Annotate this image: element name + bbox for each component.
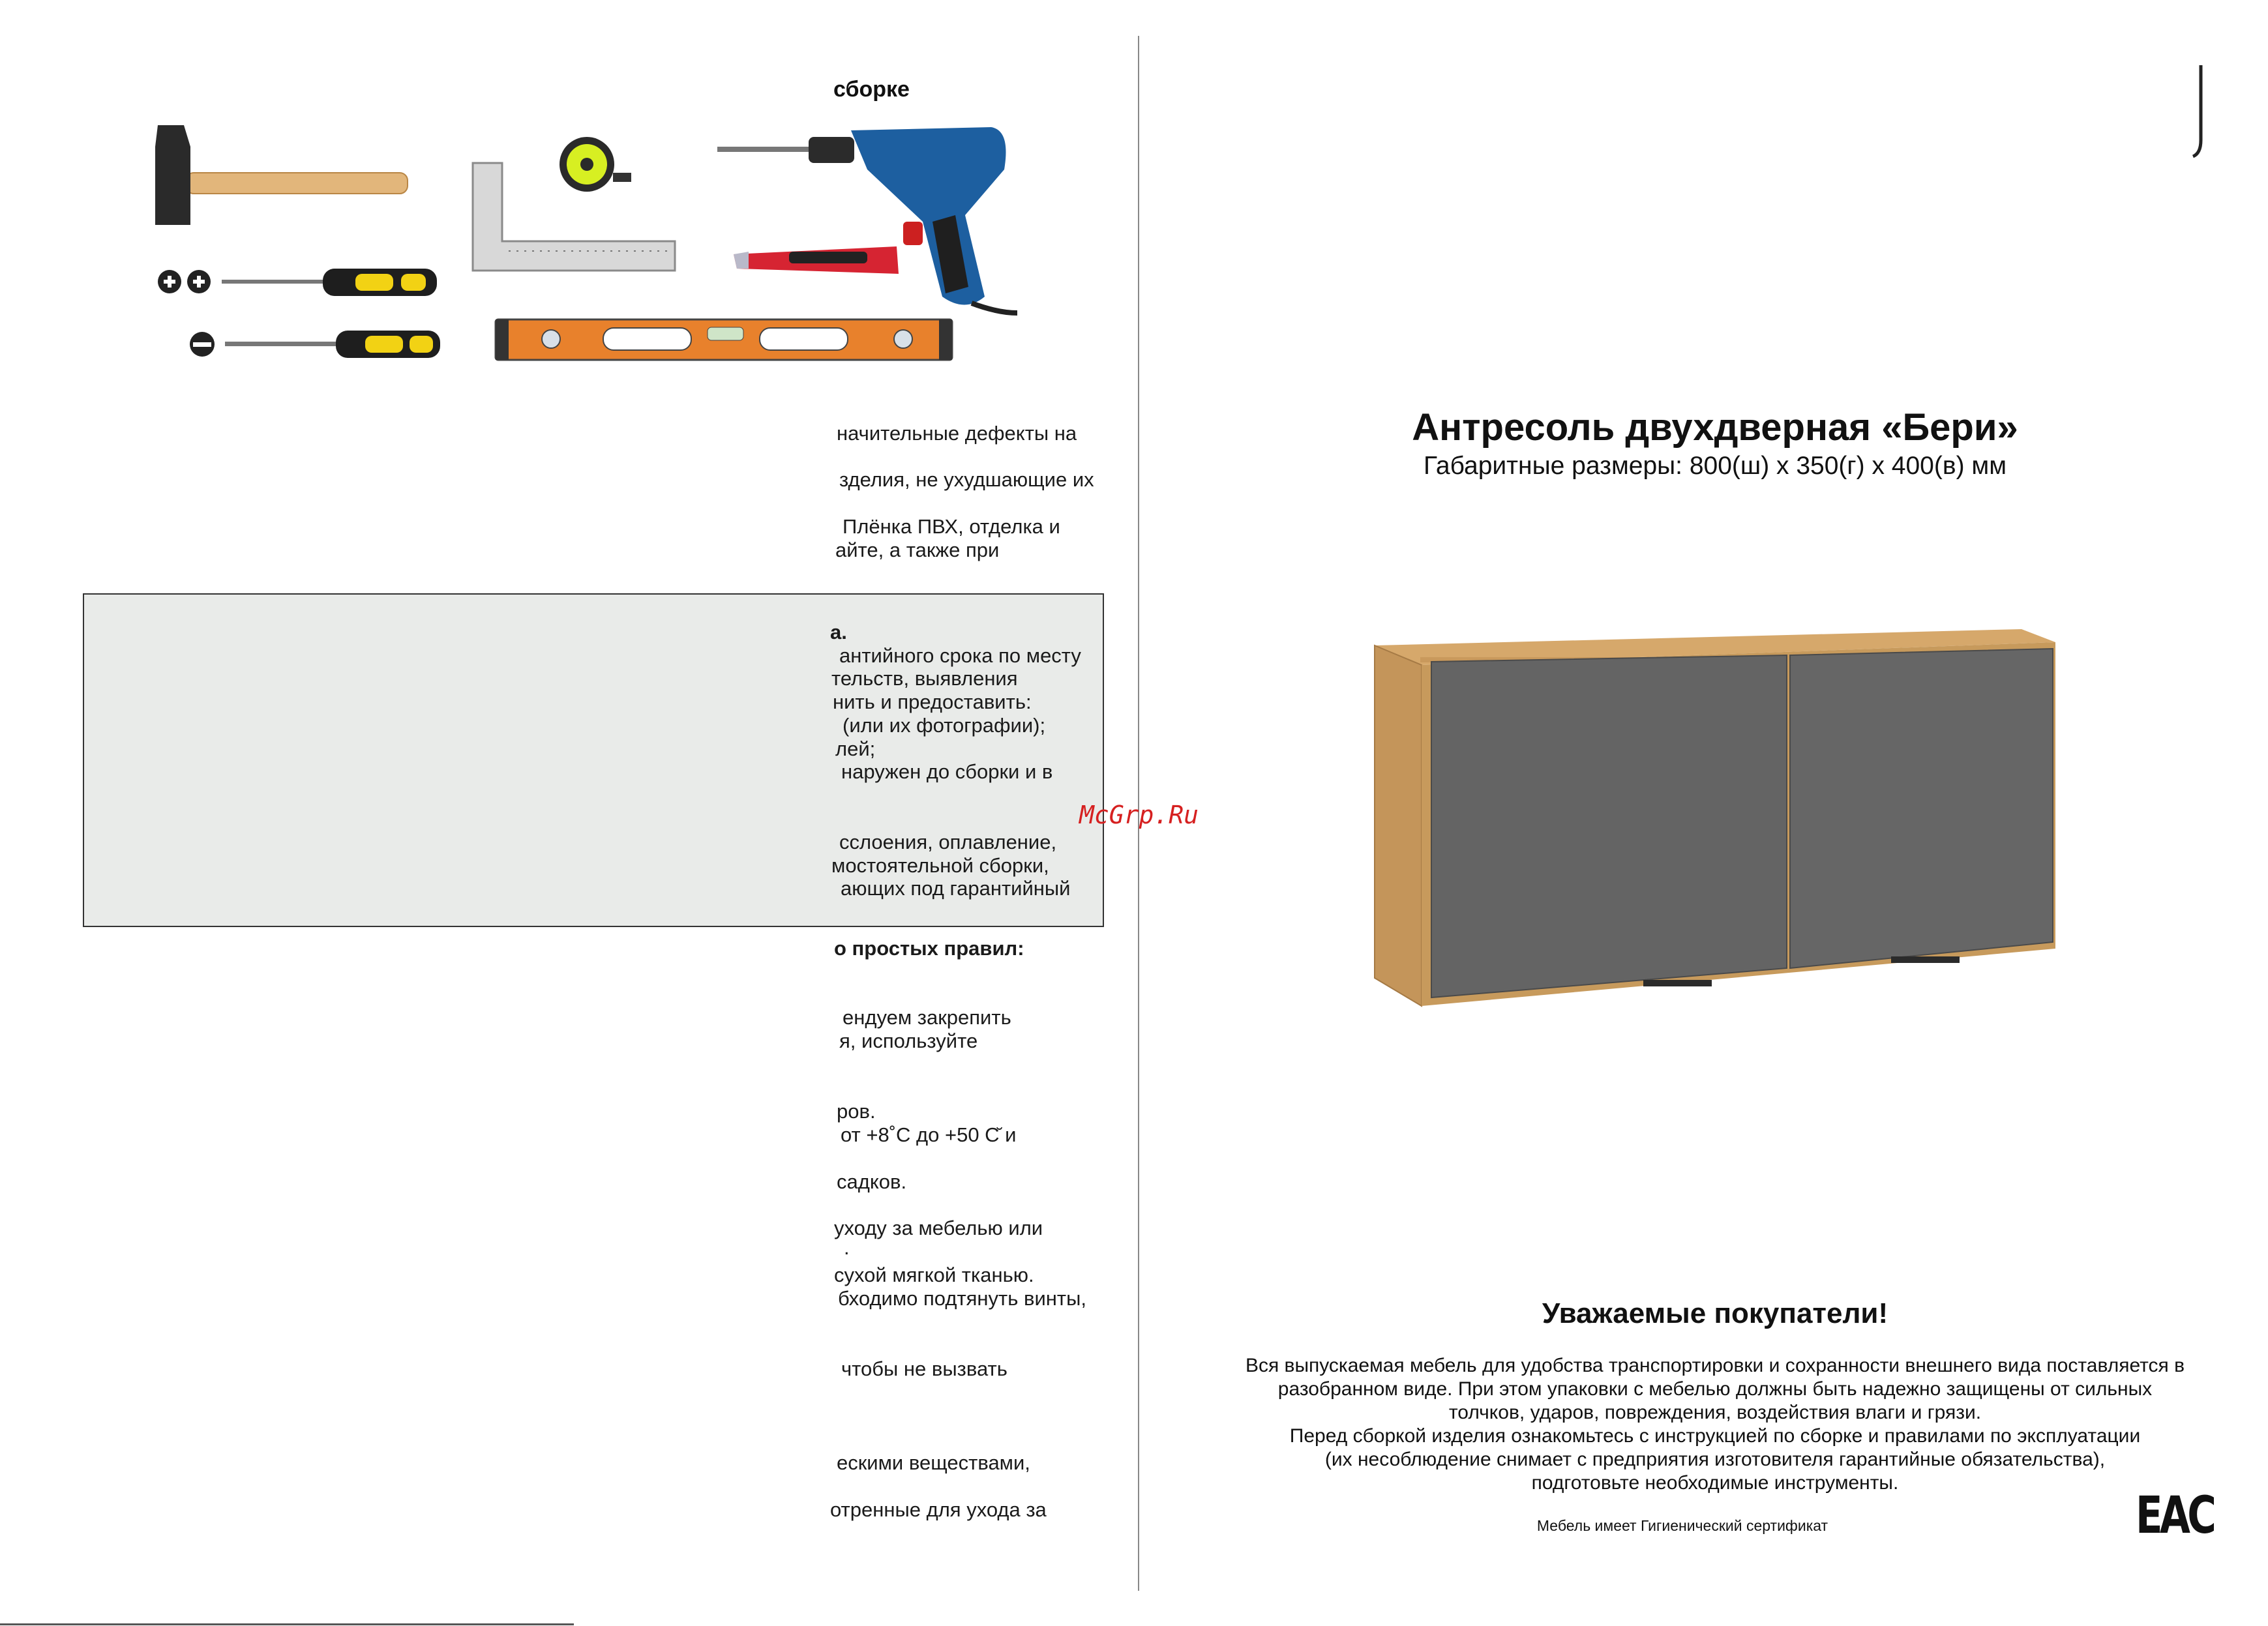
text-fragment: . [844,1236,850,1259]
flat-screwdriver-icon [190,331,440,358]
text-fragment: антийного срока по месту [839,644,1081,667]
text-fragment: сухой мягкой тканью. [834,1264,1034,1286]
text-fragment: ров. [837,1100,876,1123]
intro-line: Перед сборкой изделия ознакомьтесь с инструкцией по сборке и правилами по эксплуатации [1289,1425,2141,1447]
intro-line: (их несоблюдение снимает с предприятия изготовителя гарантийные обязательства), [1324,1449,2106,1470]
text-fragment-bold: о простых правил: [834,937,1024,960]
hammer-icon [155,125,408,225]
text-fragment: Плёнка ПВХ, отделка и [843,515,1060,538]
text-fragment: (или их фотографии); [843,714,1046,737]
text-fragment: садков. [837,1170,907,1193]
intro-line: подготовьте необходимые инструменты. [1531,1472,1899,1494]
text-fragment: нить и предоставить: [833,690,1032,713]
cabinet-illustration [1369,629,2061,1007]
bottom-rule-left [0,1623,574,1625]
text-fragment: бходимо подтянуть винты, [838,1287,1087,1310]
spirit-level-icon [496,319,952,360]
greeting-heading: Уважаемые покупатели! [1542,1297,1888,1329]
intro-line: разобранном виде. При этом упаковки с мебелью должны быть надежно защищены от сильных [1277,1378,2153,1400]
text-fragment: уходу за мебелью или [834,1217,1043,1239]
watermark: McGrp.Ru [1079,801,1199,829]
tools-heading: сборке [833,77,910,102]
text-fragment: от +8˚С до +50 С̆ и [841,1123,1017,1146]
eac-mark-icon: EAC [2136,1486,2214,1545]
text-fragment: чтобы не вызвать [841,1357,1007,1380]
product-title: Антресоль двухдверная «Бери» [1412,406,2018,449]
text-fragment: ендуем закрепить [843,1006,1011,1029]
text-fragment: начительные дефекты на [837,422,1077,445]
text-fragment: лей; [835,737,876,760]
intro-line: толчков, ударов, повреждения, воздействия влаги и грязи. [1448,1402,1982,1423]
text-fragment: тельств, выявления [831,667,1018,690]
text-fragment: мостоятельной сборки, [831,854,1049,877]
tools-illustration [143,117,1069,378]
text-fragment: ескими веществами, [837,1451,1030,1474]
drill-icon [717,127,1017,313]
text-fragment: наружен до сборки и в [841,760,1053,783]
text-fragment: отренные для ухода за [830,1498,1047,1521]
utility-knife-icon [734,246,899,274]
certificate-note: Мебель имеет Гигиенический сертификат [1536,1517,1828,1534]
intro-line: Вся выпускаемая мебель для удобства транспортировки и сохранности внешнего вида поставляется в [1245,1355,2185,1376]
page-corner-mark [2188,62,2214,160]
tape-measure-icon [560,137,631,192]
text-fragment: айте, а также при [835,539,1000,561]
text-fragment: я, используйте [839,1029,978,1052]
text-fragment-bold: а. [830,621,847,643]
text-fragment: зделия, не ухудшающие их [839,468,1094,491]
product-dimensions: Габаритные размеры: 800(ш) х 350(г) х 400(в) мм [1423,452,2007,480]
text-fragment: ающих под гарантийный [841,877,1071,900]
text-fragment: сслоения, оплавление, [839,831,1057,853]
phillips-screwdriver-icon [158,269,437,296]
